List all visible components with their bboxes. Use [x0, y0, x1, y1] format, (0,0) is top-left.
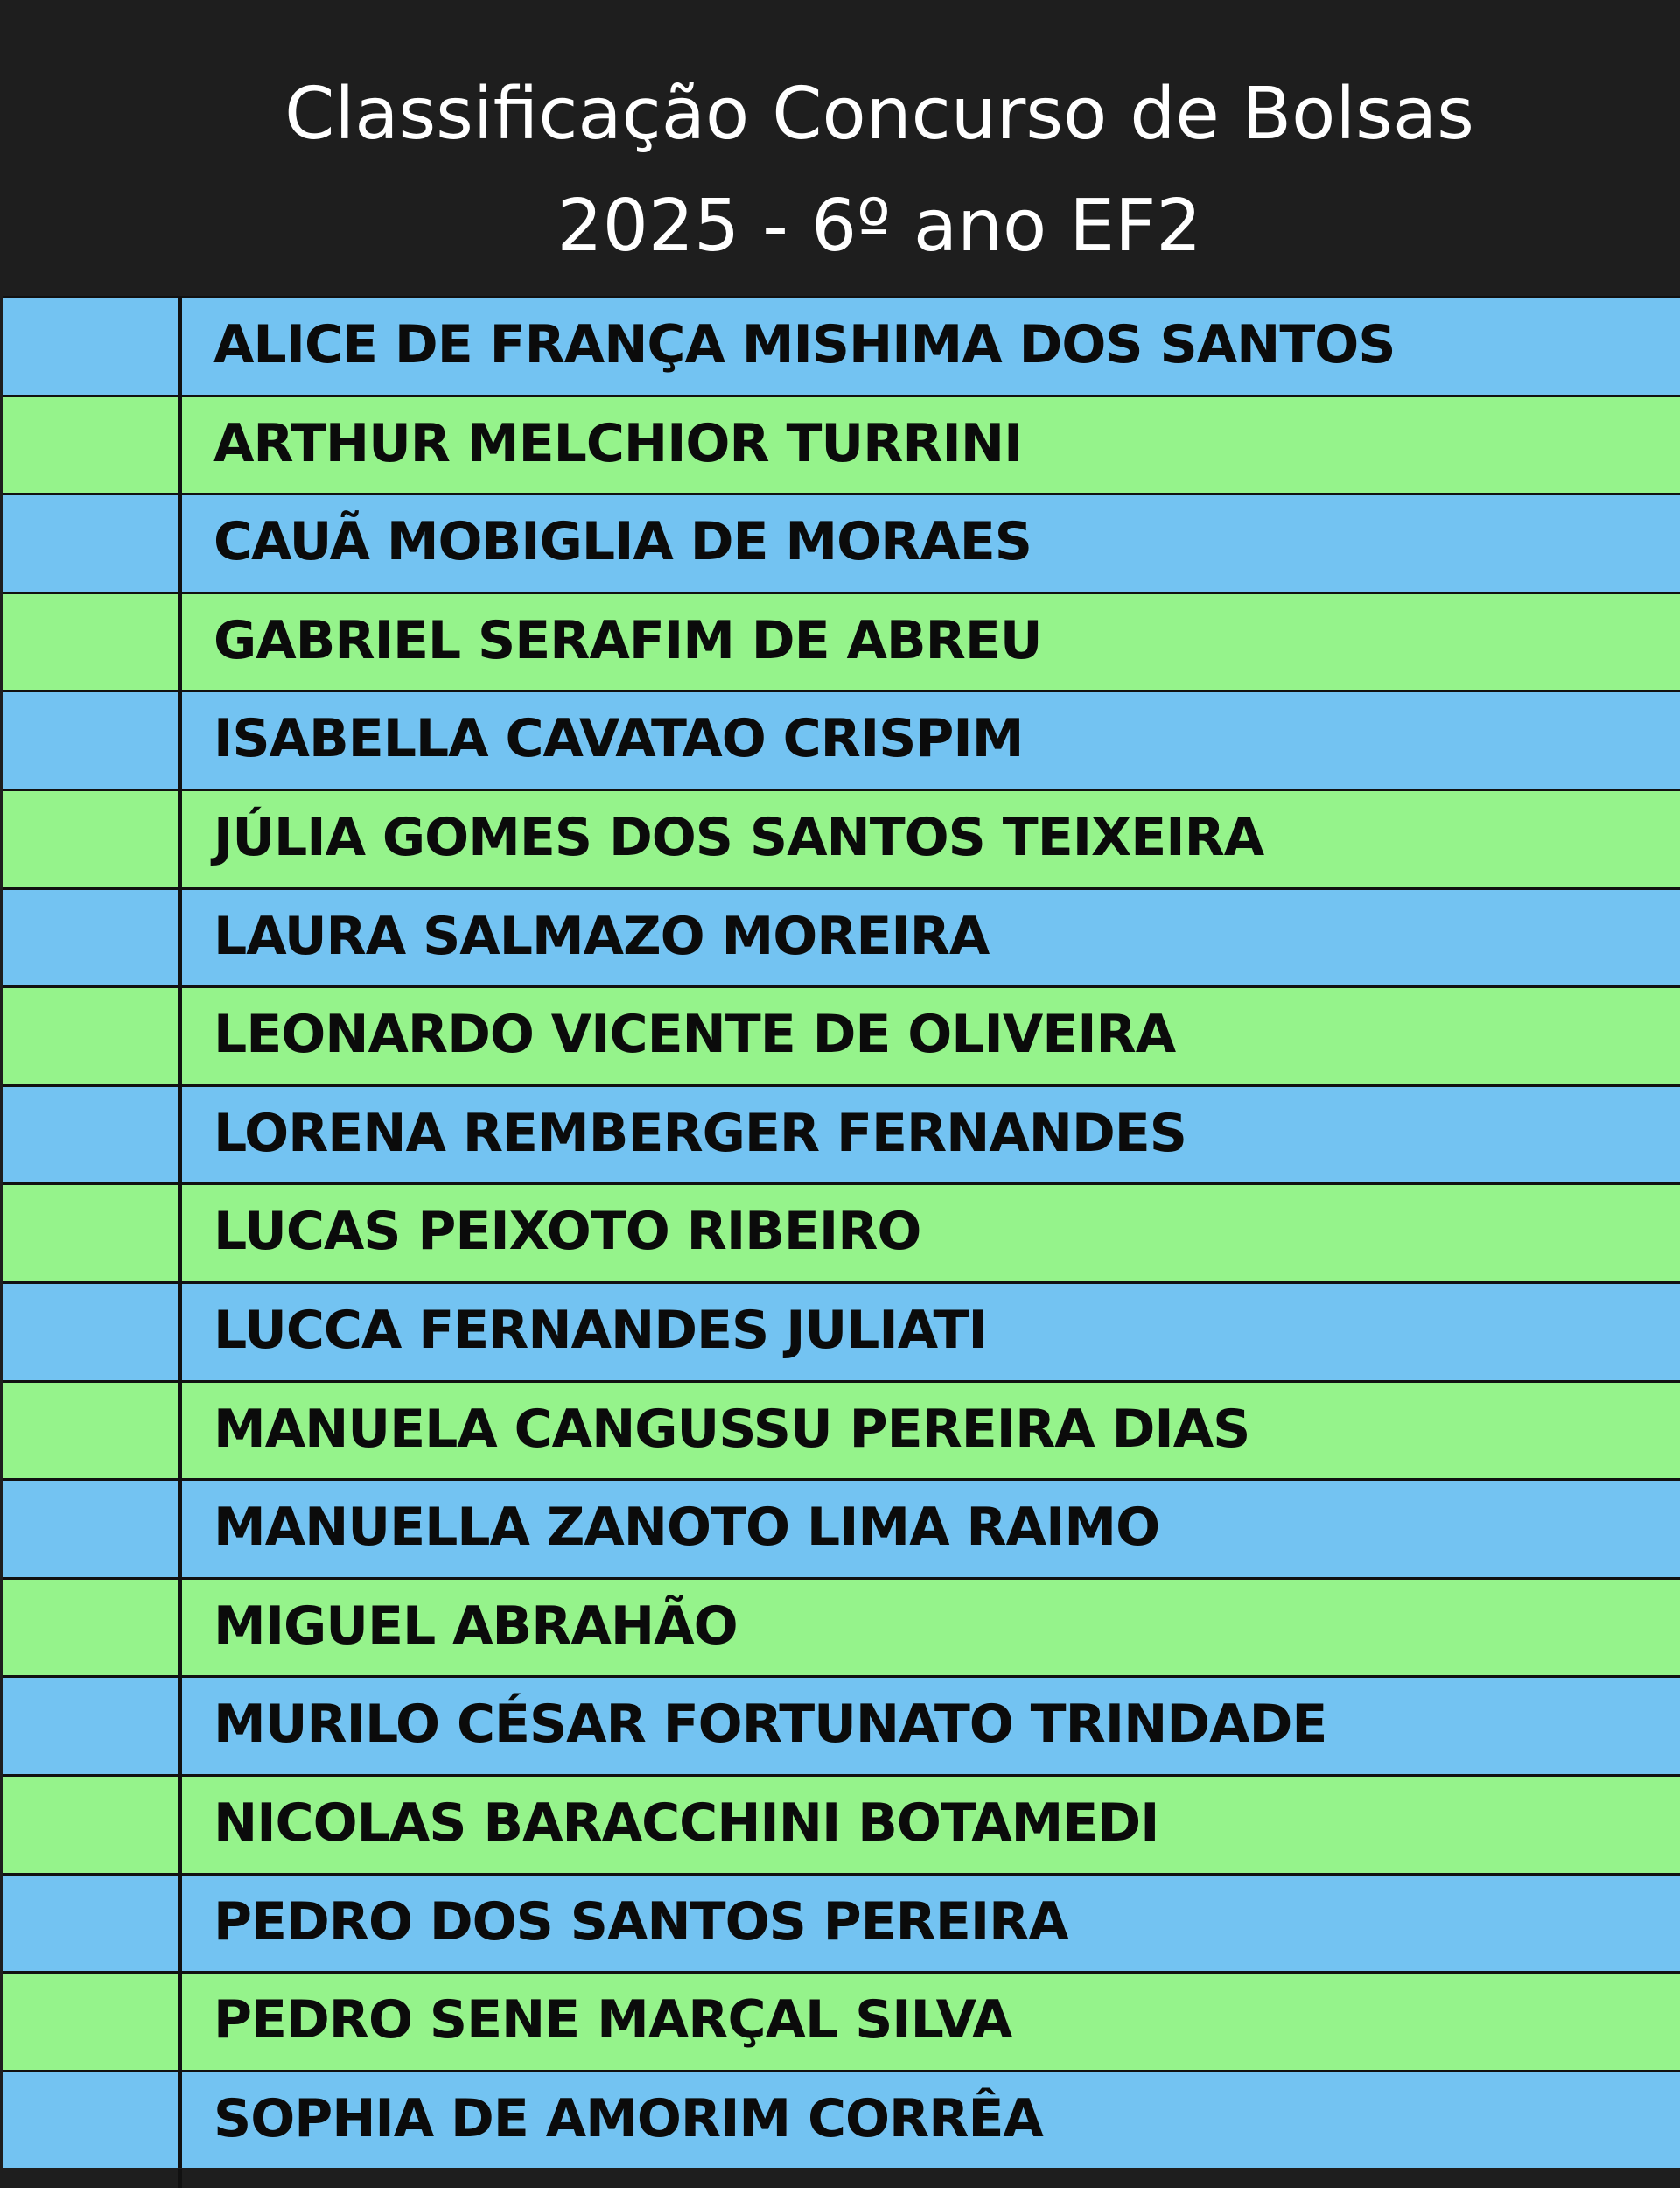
student-name: LUCCA FERNANDES JULIATI — [214, 1300, 987, 1361]
list-item — [4, 985, 1680, 1084]
student-name: MURILO CÉSAR FORTUNATO TRINDADE — [214, 1694, 1327, 1755]
list-item — [4, 1873, 1680, 1971]
list-item — [4, 1084, 1680, 1182]
student-name: LAURA SALMAZO MOREIRA — [214, 906, 990, 967]
list-item — [4, 1182, 1680, 1281]
student-name: SOPHIA DE AMORIM CORRÊA — [214, 2088, 1043, 2149]
list-item — [4, 887, 1680, 985]
page-title-line-1: Classificação Concurso de Bolsas — [284, 73, 1474, 156]
student-name: MIGUEL ABRAHÃO — [214, 1595, 738, 1657]
student-name: MANUELA CANGUSSU PEREIRA DIAS — [214, 1399, 1250, 1460]
list-item — [4, 2070, 1680, 2168]
list-item — [4, 395, 1680, 493]
page-title-line-2: 2025 - 6º ano EF2 — [556, 185, 1202, 268]
rank-cell — [4, 1678, 182, 1774]
list-item — [4, 1478, 1680, 1577]
student-name: PEDRO SENE MARÇAL SILVA — [214, 1989, 1012, 2051]
list-item — [4, 1281, 1680, 1380]
rank-cell — [4, 1974, 182, 2070]
rank-cell — [4, 1777, 182, 1873]
list-item — [4, 592, 1680, 690]
list-item — [4, 493, 1680, 592]
column-divider-stub — [178, 2169, 182, 2188]
student-name: GABRIEL SERAFIM DE ABREU — [214, 610, 1042, 671]
student-name: LUCAS PEIXOTO RIBEIRO — [214, 1201, 921, 1262]
list-item — [4, 296, 1680, 395]
rank-cell — [4, 1580, 182, 1675]
rank-cell — [4, 1087, 182, 1182]
student-name: ISABELLA CAVATAO CRISPIM — [214, 708, 1024, 769]
list-item — [4, 1380, 1680, 1478]
rank-cell — [4, 890, 182, 985]
student-name: CAUÃ MOBIGLIA DE MORAES — [214, 511, 1032, 572]
list-item — [4, 1971, 1680, 2070]
student-name: PEDRO DOS SANTOS PEREIRA — [214, 1891, 1068, 1953]
rank-cell — [4, 594, 182, 690]
student-name: LEONARDO VICENTE DE OLIVEIRA — [214, 1004, 1176, 1065]
student-name: MANUELLA ZANOTO LIMA RAIMO — [214, 1497, 1160, 1558]
list-item — [4, 1774, 1680, 1873]
rank-cell — [4, 1481, 182, 1577]
rank-cell — [4, 692, 182, 789]
student-name: ALICE DE FRANÇA MISHIMA DOS SANTOS — [214, 314, 1396, 375]
list-item — [4, 1675, 1680, 1774]
header — [0, 0, 1680, 296]
student-name: ARTHUR MELCHIOR TURRINI — [214, 413, 1023, 474]
rank-cell — [4, 1383, 182, 1478]
rank-cell — [4, 1876, 182, 1971]
student-list — [4, 296, 1680, 2169]
rank-cell — [4, 298, 182, 395]
rank-cell — [4, 1185, 182, 1281]
rank-cell — [4, 397, 182, 493]
list-item — [4, 789, 1680, 887]
student-name: JÚLIA GOMES DOS SANTOS TEIXEIRA — [214, 807, 1264, 868]
list-item — [4, 1577, 1680, 1675]
rank-cell — [4, 2072, 182, 2168]
list-item — [4, 690, 1680, 789]
rank-cell — [4, 988, 182, 1084]
bottom-strip — [0, 2169, 1680, 2188]
student-name: LORENA REMBERGER FERNANDES — [214, 1103, 1187, 1164]
student-name: NICOLAS BARACCHINI BOTAMEDI — [214, 1792, 1159, 1854]
rank-cell — [4, 495, 182, 592]
rank-cell — [4, 791, 182, 887]
rank-cell — [4, 1284, 182, 1380]
